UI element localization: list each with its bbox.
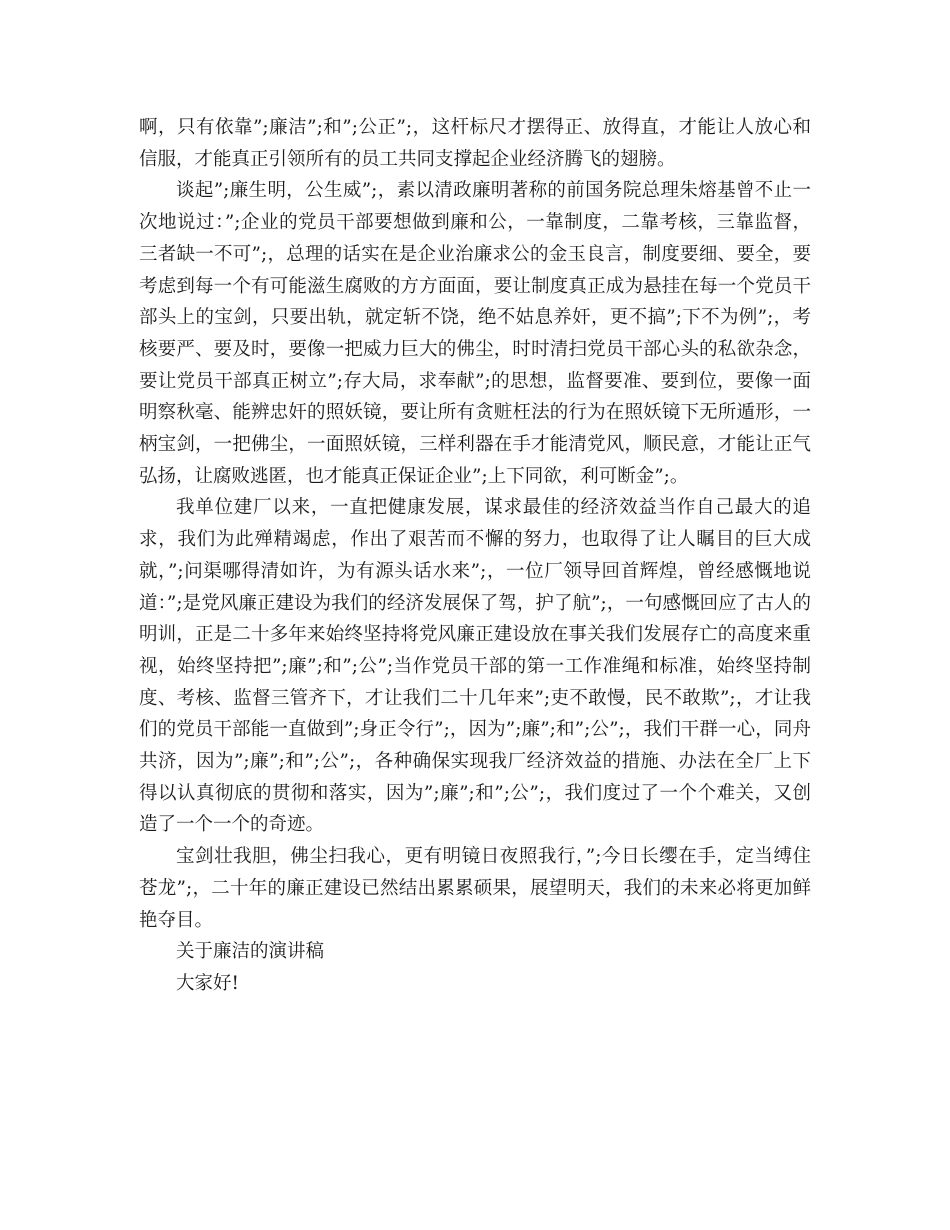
paragraph-2: 谈起”;廉生明，公生威”;，素以清政廉明著称的前国务院总理朱熔基曾不止一次地说过：”;企业的党员干部要想做到廉和公，一靠制度，二靠考核，三靠监督，三者缺一不可”;，总理的话实在是企业治廉求公的金玉良言，制度要细、要全，要考虑到每一个有可能滋生腐败的方方面面，要让制度真正成为悬挂在每一个党员干部头上的宝剑，只要出轨，就定斩不饶，绝不姑息养奸，更不搞”;下不为例”;，考核要严、要及时，要像一把威力巨大的佛尘，时时清扫党员干部心头的私欲杂念，要让党员干部真正树立”;存大局，求奉献”;的思想，监督要准、要到位，要像一面明察秋毫、能辨忠奸的照妖镜，要让所有贪赃枉法的行为在照妖镜下无所遁形，一柄宝剑，一把佛尘，一面照妖镜，三样利器在手才能清党风，顺民意，才能让正气弘扬，让腐败逃匿，也才能真正保证企业”;上下同欲，利可断金”;。: [139, 180, 811, 487]
greeting: 大家好!: [176, 972, 239, 994]
paragraph-3: 我单位建厂以来，一直把健康发展，谋求最佳的经济效益当作自己最大的追求，我们为此殚精竭虑，作出了艰苦而不懈的努力，也取得了让人瞩目的巨大成就，”;问渠哪得清如许，为有源头话水来”;，一位厂领导回首辉煌，曾经感慨地说道：”;是党风廉正建设为我们的经济发展保了驾，护了航”;，一句感慨回应了古人的明训，正是二十多年来始终坚持将党风廉正建设放在事关我们发展存亡的高度来重视，始终坚持把”;廉”;和”;公”;当作党员干部的第一工作准绳和标准，始终坚持制度、考核、监督三管齐下，才让我们二十几年来”;吏不敢慢，民不敢欺”;，才让我们的党员干部能一直做到”;身正令行”;，因为”;廉”;和”;公”;，我们干群一心，同舟共济，因为”;廉”;和”;公”;，各种确保实现我厂经济效益的措施、办法在全厂上下得以认真彻底的贯彻和落实，因为”;廉”;和”;公”;，我们度过了一个个难关，又创造了一个一个的奇迹。: [139, 497, 811, 836]
paragraph-4: 宝剑壮我胆，佛尘扫我心，更有明镜日夜照我行，”;今日长缨在手，定当缚住苍龙”;，二十年的廉正建设已然结出累累硕果，展望明天，我们的未来必将更加鲜艳夺目。: [139, 846, 811, 931]
document-body: [139, 112, 811, 1000]
paragraph-1: 啊，只有依靠”;廉洁”;和”;公正”;，这杆标尺才摆得正、放得直，才能让人放心和信服，才能真正引领所有的员工共同支撑起企业经济腾飞的翅膀。: [139, 117, 811, 170]
speech-title: 关于廉洁的演讲稿: [176, 941, 325, 963]
